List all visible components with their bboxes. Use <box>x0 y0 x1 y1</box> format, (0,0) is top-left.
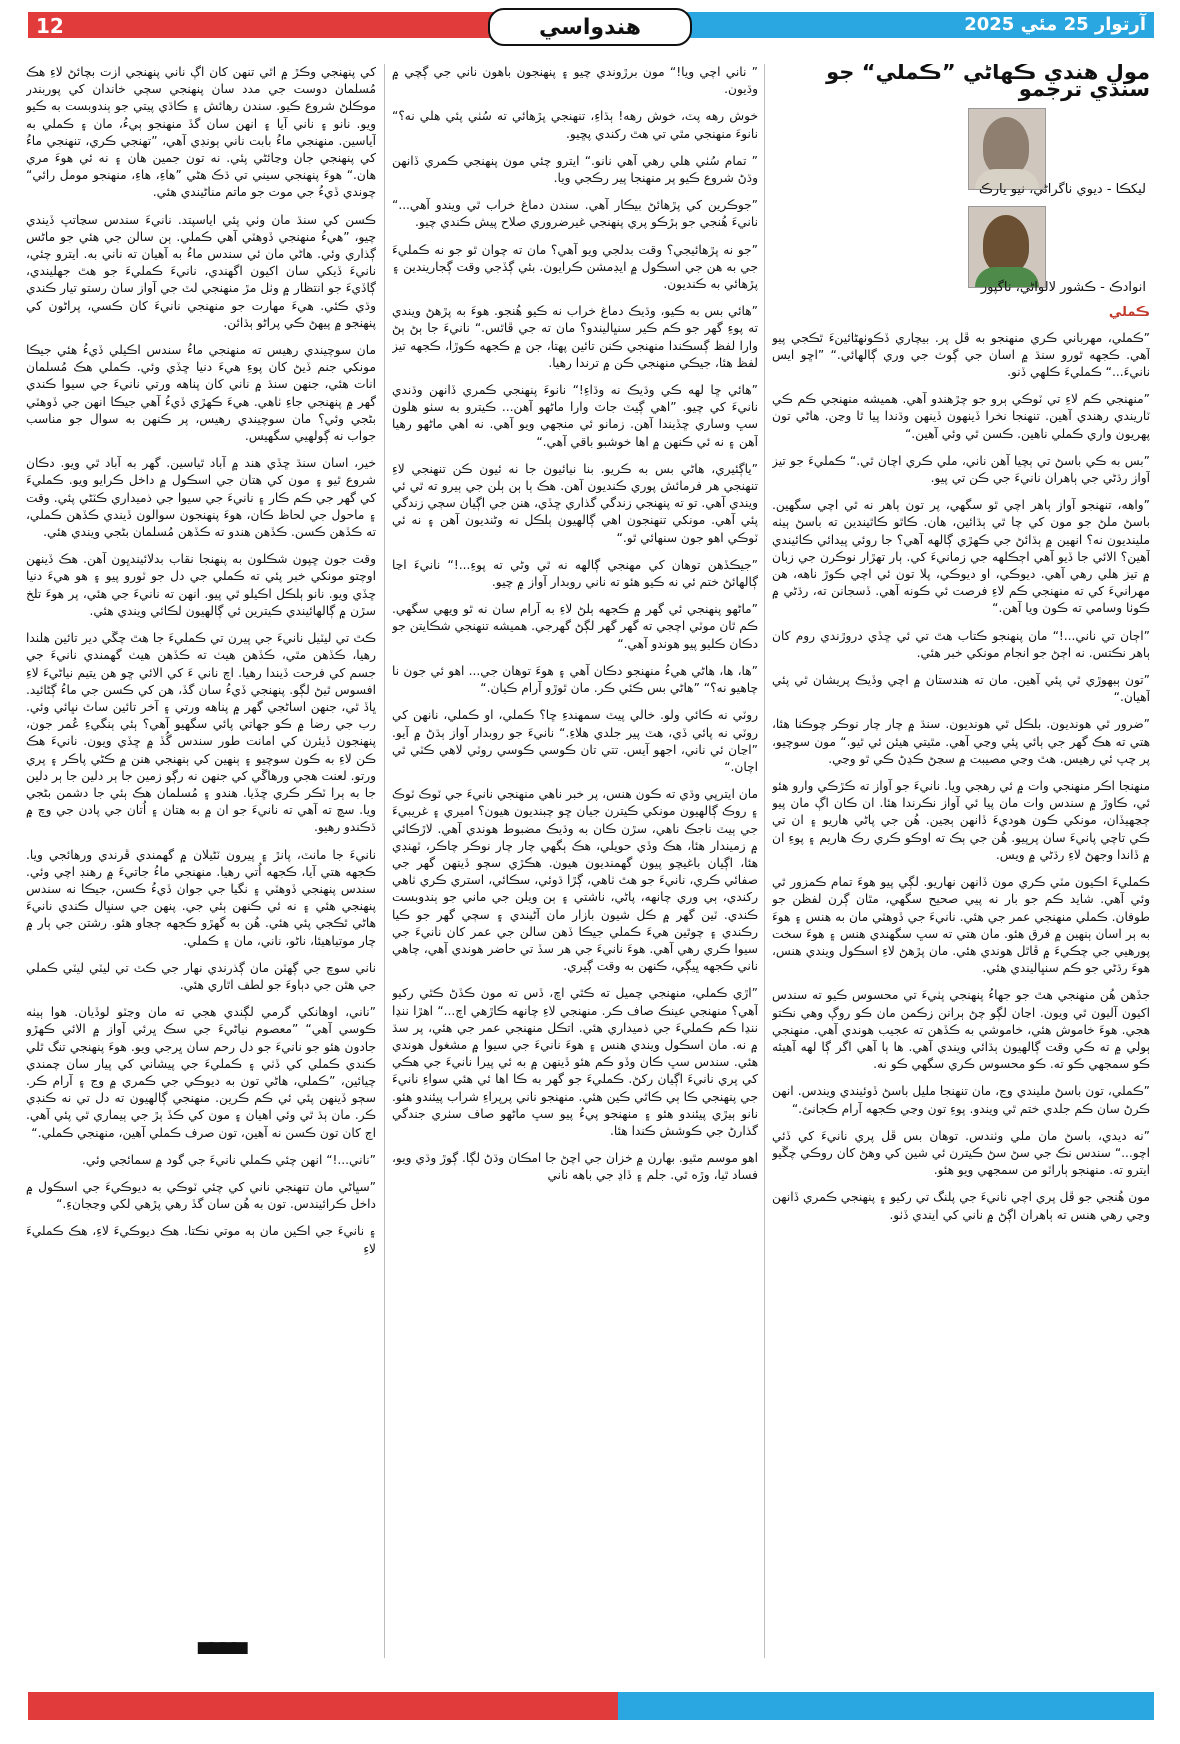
article-paragraph: ”ياڳئيري، هاڻي بس به ڪريو. بنا نيائيون جا نه ئيون ڪن تنهنجي لاءِ تنهنجي هر فرمائش پوري ڪنديون آهن. هڪ ٻا ٻن ٻلن جي ٻيرو ته ٿي ئي ويندي آهي. تو ته پنهنجي زندگي گذاري ڇڏي، هنن جي اڳيان سڄي زندگي پئي آهي. مونکي تنهنجون اهي ڳالهيون ٻلڪل نه وڻنديون آهن ۽ نه ئي ٽوڪي اهو جون سنهائي ٿو.“ <box>392 461 758 545</box>
article-paragraph: ”ناني، اوهانکي گرمي لڳندي هجي ته مان وڃٽو لوڏيان. هوا ٻيٺه ڪوسي آهي“ ”معصوم نياڻيءَ جي سڪ ڀرئي آواز ۾ الائي ڪهڙو جادون هئو جو نانيءَ جو دل رحم سان ڀرجي ويو. هوءَ پنهنجي تنگ ٿلي ڪندي ڪملي کي ڏٺي ۽ ڪمليءَ جي پيشاني کي پيار سان چمندي چيائين، ”ڪملي، هاڻي تون به ديوڪي جي ڪمري ۾ وڃ ۽ آرام ڪر. سڄو ڏينهن پئي ئي ڪم ڪرين. منهنجي ڳالهيون ته دل تي نه ڪنڊي ڪر. مان ٻڌ ٿي وئي اهيان ۽ مون کي ڪڏ ٻڙ جي ٻيماري ٿي پئي آهي. اڄ کان تون ڪسن نه آهين، تون صرف ڪملي آهين، منهنجي ڪملي.“ <box>26 1005 376 1140</box>
article-paragraph: نانيءَ جا مانٽ، پانڙ ۽ پيرون ٽڻيلان ۾ گهمندي ڦرندي ورهائجي ويا. ڪجهه هتي آيا، ڪجهه اُتي رهيا. منهنجي ماءُ جاتيءَ ۾ رهنڊ اچي وئي. سندس پنهنجي ڏوهٽي ۽ نگيا جي جوان ڏيءُ ڪسن، جيڪا نه سندس پنهنجي هئي ۽ نه ئي ڪنهن ٻئي جي. پنهن جي سنڀال ڪندي نانيءَ هاڻي ٿڪجي پئي هئي. هُن به گهڙو ڪجهه ڄڃاو هئو. رشتن جي ٻار ۾ چار موتياهيئا، ناڻو، ناني، مان ۽ ڪملي. <box>26 847 376 948</box>
footer-band-left <box>28 1692 618 1720</box>
article-paragraph: ”جيڪڏهن توهان کي مهنجي ڳالهه نه ٿي وڻي ته پوءِ...!“ نانيءَ اڃا ڳالهائڻ ختم ئي نه ڪيو هئو ته ناني روبدار آواز ۾ چيو. <box>392 557 758 590</box>
article-paragraph: اهو موسم مٿيو. بهارن ۾ خزان جي اچڻ جا امڪان وڌڻ لڳا. ڳوڙ وڌي ويو، فساد ٿيا، وڙه ٿي. جلم ۽ ڏاڍ جي باهه ناني <box>392 1151 758 1183</box>
article-title: مول هندي ڪهاڻي ”ڪملي“ جو سنڌي ترجمو <box>826 64 1150 102</box>
article-paragraph: ” ناني اچي ويا!“ مون برڙوندي چيو ۽ پنهنجون باهون ناني جي ڳچي ۾ وڌيون. <box>392 65 758 97</box>
column-divider <box>764 64 765 1658</box>
article-paragraph: منهنجا اڪر منهنجي وات ۾ ئي رهجي ويا. نانيءَ جو آواز ته ڪڙڪي وارو هئو ئي، ڪاوڙ ۾ سندس وات مان پيا ئي آواز نڪرندا هئا. ان ڪان اڳ مان پيو ڄڃهيڏان، مونکي ڪون هوديءَ ڏانهن ٻڃين. هُن جي پاڻي هاريو ۽ ان تي ڪي تاچي پانيءَ سان پرپيو. هُن جي ٻڪ ته اوڪو ڪري رڪ هاريم ۽ پوءِ ان ۾ ڏاندا وجهڻ لاءِ رڌڻي ۾ ويس. <box>772 779 1150 862</box>
article-paragraph: ” تمام سُٺي هلي رهي آهي نانو.“ ايترو چئي مون پنهنجي ڪمري ڏانهن وڌڻ شروع ڪيو پر منهنجا پير رڪجي ويا. <box>392 153 758 186</box>
end-of-article-mark: ▄▄▄▄ <box>198 1630 244 1654</box>
article-paragraph: ”جو نه پڙهائيجي؟ وقت بدلجي ويو آهي؟ مان ته چوان ٿو جو نه ڪمليءَ جي به هن جي اسڪول ۾ ايڊمشن ڪرايون. بئي ڳڏجي وقت ڳجاريندين ۽ پڙهائي به ڪنديون. <box>392 242 758 292</box>
article-paragraph: ”ماڻهو پنهنجي ئي گهر ۾ ڪجهه ٻلڻ لاءِ به آرام سان نه ٿو ويهي سگهي. ڪم ٿان موٽي اچجي ته گهر گهر لڳڻ گهرجي. هميشه تنهنجي شڪايتن جو دڪان ڪليو پيو هوندو آهي.“ <box>392 602 758 651</box>
article-paragraph: ”ضرور ٿي هونديون. بلڪل ٿي هونديون. سنڌ ۾ چار چار نوڪر چوڪنا هئا، هتي ته هڪ گهر جي ٻائي پئي وڃي آهي. مٿيتي هيئن ئي ٿيو.“ مون سوچيو، پر چپ ئي رهيس. هٿ وڃي مصيبت ۾ سڃڻ ڪڍڻ ڪي ٿو وڃي. <box>772 717 1150 766</box>
article-paragraph: ”سڀاڻي مان تنهنجي ناني کي چئي ٽوڪي به ديوڪيءَ جي اسڪول ۾ داخل ڪرائيندس. تون به هُن سان گڏ رهي پڙهي لکي وڃجانءِ.“ <box>26 1179 376 1212</box>
column-1-body <box>772 330 1150 1224</box>
article-paragraph: ”هائي بس به ڪيو، وڌيڪ دماغ خراب نه ڪيو هُنجو. هوءَ به پڙهڻ ويندي ته پوءِ گهر جو ڪم ڪير سنڀاليندو؟ مان ته جي ڦاٿس.“ نانيءَ جا ٻڻ ٻڻ وارا لفظ ڳسڪندا منهنجي ڪنن تائين پهتا، جن ۾ ڪجهه ڪوڙا، ڪجهه تيز لفظ هئا، جيڪي منهنجي ڪن ۾ ترندا رهيا. <box>392 304 758 370</box>
story-section-label: ڪملي <box>1108 305 1150 321</box>
article-paragraph: ”ڪملي، تون باسڻ مليندي وڃ، مان تنهنجا مليل باسڻ ڏوئيندي ويندس. انهن ڪرڻ سان ڪم جلدي ختم ٿي ويندو. پوءِ تون وڃي ڪجهه آرام ڪجانئ.“ <box>772 1084 1150 1116</box>
article-paragraph: خير، اسان سنڌ ڇڏي هند ۾ آباد ٿياسين. گهر به آباد ٿي ويو. دڪان شروع ٿيو ۽ مون کي هتان جي اسڪول ۾ داخل ڪرايو ويو. ڪمليءَ کي گهر جي ڪم ڪار ۽ نانيءَ جي سيوا جي ذميداري ڪٽڻي پئي. وقت ۽ ماحول جي لحاظ ڪان، هوءَ پنهنجون سوالون ڏيندي ڪڏهن ڪملي، ته ڪڏهن ڪسن. ڪڏهن هندو ته ڪڏهن مُسلمان بڻجي ويندي هئي. <box>26 456 376 540</box>
author-photo <box>968 108 1046 190</box>
article-paragraph: ”منهنجي ڪم لاءِ تي ٽوڪي ٻرو جو چڙهندو آهي. هميشه منهنجي ڪم ڪي ٽاريندي رهندي آهين. تنهنجا نخرا ڏينهون ڏينهن وڌندا پيا ٿا وڃن. هاڻي تون پهريون واري ڪملي ناهين. ڪسن ٿي وئي آهين.“ <box>772 392 1150 441</box>
article-paragraph: ”واهه، تنهنجو آواز ٻاهر اچي ٿو سگهي، پر تون ٻاهر نه ٿي اچي سگهين. باسڻ ملڻ جو مون کي چا ٿي ٻڌائين، هان. ڪاٿو ڪاٿيندين ته باسڻ ٻيٺه ملينديون نه؟ انهين ۾ ٻڌائڻ جي ڪهڙي ڳالهه آهي؟ جا روئي پيدائي ڪائيندي آهين؟ الائي جا ڏيو آهي اڄڪلهه جي زمانيءَ کي. ٻار تهڙار نوڪرن جي زبان ۾ تيز هلي رهي آهي. ديوڪي، او ديوڪي، پلا تون ئي اچي ڪوڙ ناهه، هن مهرانيءَ کي ته منهنجي ڪم لاءِ فرصت ئي ڪونه آهي. ڏسجانن ته، رڌڻي ۾ ڪوٺا وسامي ته ڪون ويا آهن.“ <box>772 498 1150 616</box>
article-column-3 <box>26 64 376 1666</box>
translator-byline <box>772 206 1150 298</box>
article-paragraph: ”تون ٻبهوڙي ٿي پئي آهين. مان ته هندستان ۾ اچي وڏيڪ پريشان ٿي پئي آهيان.“ <box>772 673 1150 705</box>
column-3-body <box>26 64 376 1258</box>
author-name: ليکڪا - ديوي ناگراڻي، نيو يارڪ <box>979 182 1146 198</box>
article-paragraph: ڪٿ تي ليٽيل نانيءَ جي پيرن تي ڪمليءَ جا هٿ چڱي دير تائين هلندا رهيا، ڪڏهن مٿي، ڪڏهن هيٺ ته ڪڏهن هيٺ گهمندي نانيءَ جي جسم کي فرحت ڏيندا رهيا. اچ ناني ءَ کي الائي ڇو هن يتيم نياڻيءَ لاءِ افسوس ٿيڻ لڳو. پنهنجي ڏيءُ سان گڏ، هن کي ڪسن جي ماءُ ڳڻائيد. ڀاڏ ٿي، جنهن اساڻجي گهر ۾ پناهه ورتي ۽ آخر تائين ساٿ نڀائي وئي. رب جي رضا ۾ ڪو جهاتي پائي سگهيو آهي؟ ٻئي ٻنگيءِ عُمر جون، پنهنجون ڏيئرن کي امانت طور سندس گُڏ ۾ ڇڏي ويون. نانيءَ هڪ ڪن لاءِ به ڪون سوچيو ۽ ٻنهين کي ٻنهنجي هنن ۾ ڪڻي پاڪر ۽ پري ورتو. لعنت هجي ورهاڱي کي جنهن نه رڳو زمين جا ٻر دلين جا ٻر دلين جا به ٻرا ٽڪر ڪري ڇڏيا. هندو ۽ مُسلمان هڪ ٻئي جا دشمن بڻجي ويا. سچ ته آهي ته نانيءَ جو ان ۾ به هتان ۽ اُتان جي پادن جي وچ ۾ ڌڪندو رهيو. <box>26 631 376 835</box>
article-paragraph: ناني سوچ جي ڳهٽن مان ڳذرندي نهار جي ڪٽ تي ليٽي ليٽي ڪملي جي هٿن جي دٻاوءَ جو لطف اٿاري هئي. <box>26 960 376 992</box>
article-paragraph: ڪمليءَ اڪيون مٽي ڪري مون ڏانهن نهاريو. لڳي پيو هوءَ تمام ڪمزور ٿي وئي آهي. شايد ڪم جو بار نه پيي صحيح سگهي، مٿان ڳرن لفظن جو طوفان. ڪملي منهنجي عمر جي هئي. نانيءَ جي ڏوهٽي مان به هنس ۽ هوءَ به ٻر اسان ٻنهين ۾ فرق هئو. مان هتي ته سڀ سگهندي هنس ۽ هوءَ سخت پورهيي جي چڪيءَ ۾ ڦاٿل هوندي هئي. مان پڙهڻ لاءِ اسڪول ويندي هنس، هوءَ رڌڻي جو ڪم سنڀاليندي هئي. <box>772 875 1150 976</box>
article-paragraph: ”نه ديدي، باسڻ مان ملي وٺندس. توهان بس ڦل پري نانيءَ کي ڏئي اچو...“ سندس نڪ جي سڻ سڻ ڪيترن ئي شين کي وهڻ کان روڪي چڱيو ايترو ته. منهنجو ٻاراٽو من سمجهي ويو هئو. <box>772 1128 1150 1178</box>
article-paragraph: وقت جون ڇپون شڪلون به پنهنجا نقاب بدلائيندڀون آهن. هڪ ڏينهن اوچتو مونکي خبر پئي ته ڪملي جي دل جو ٽورو پيو ۽ هو هيءَ دنيا ڇڏي ويو. نانو ٻلڪل اڪيلو ٿي پيو. انهن ته نانيءَ جي هئي، پر هوءَ تلخ سڙن ۾ ڳالهائيندي ڪيترين ئي ڳالهيون لڪائي ويندي هئي. <box>26 552 376 618</box>
article-paragraph: ”ناني...!“ انهن چئي ڪملي نانيءَ جي گود ۾ سمائجي وئي. <box>82 1152 376 1167</box>
article-paragraph: ”ها، ها، هاڻي هيءُ منهنجو دڪان آهي ۽ هوءَ توهان جي... اهو ئي جون نا چاهيو نه؟“ ”هاڻي بس ڪئي ڪر. مان ٿوڙو آرام ڪيان.“ <box>392 663 758 696</box>
article-paragraph: ”اڄان تي ناني...!“ مان پنهنجو ڪتاب هٿ تي ئي ڇڏي دروڙندي روم کان ٻاهر نڪتس. نه اڄڻ جو انجام مونکي خبر هئي. <box>772 628 1150 660</box>
column-2-body <box>392 64 758 1185</box>
article-paragraph: ۽ نانيءَ جي اڪين مان ٻه موتي نڪتا. هڪ ديوڪيءَ لاءِ، هڪ ڪمليءَ لاءِ <box>26 1224 376 1256</box>
article-paragraph: ”بس به ڪي باسڻ تي ٻچيا آهن ناني، ملي ڪري اچان ٿي.“ ڪمليءَ جو تيز آواز رڌڻي جي ٻاهران نانيءَ جي ڪن تي پيو. <box>772 453 1150 486</box>
article-paragraph: ”جوڪرين کي پڙهائڻ بيڪار آهي. سندن دماغ خراب ٿي ويندو آهي...“ نانيءَ هُنجي جو ٻڙڪو پري پنهنجي غيرضروري صلاح پيش ڪندي چيو. <box>392 198 758 230</box>
article-paragraph: ”ڪملي، مهرباني ڪري منهنجو به ڦل پر. بيچاري ڏڪوٺهڻائينءَ ٿڪجي پيو آهي. ڪجهه ٿورو سنڌ ۾ اسان جي ڳوٺ جي وري ڳالهائي.“ ”اڇو ايس نانيءَ...“ ڪمليءَ ڪلهي ڏنو. <box>772 330 1150 380</box>
article-paragraph: کي پنهنجي وڪڙ ۾ اٿي تنهن کان اڳ ناني پنهنجي ازت بچائڻ لاءِ هڪ مُسلمان دوست جي مدد سان پنهنجي سڄي خاندان کي پوربندر موڪلڻ شروع ڪيو. سندن رهائش ۽ ڪاڌي پيتي جو ٻندوبست به ڪيو ويو. نانو ۽ ناني آيا ۽ انهن سان گڏ منهنجو ٻيءُ، مان ۽ ڪملي به آياسين. منهنجي ماءُ بابت ناني ٻونڊي آهي، ”تهنجي ڪري، تنهنجي ماءُ کي پنهنجي جان وڃائڻي پئي. نه تون جمين هان ۽ نه ئي هوءَ مري هان.“ هوءَ پنهنجي سيني تي ڌڪ هڻي ”هاءِ، هاءِ، منهنجو مومل رائي“ چوندي ڏيءُ جي موت جو ماتم مناڻيندي هئي. <box>26 65 376 200</box>
article-paragraph: ”اڙي ڪملي، منهنجي چميل ته ڪٿي اڇ، ڏس ته مون ڪڏڻ ڪٿي رکيو آهي؟ منهنجي عينڪ صاف ڪر. منهنجي لاءِ چانهه ڪاڙهي اچ...“ اهڙا ننڍا ننڍا ڪم ڪمليءَ جي ذميداري هئي. اتڪل منهنجي عمر جي هئي، پر سڌ ۾ نه. مان اسڪول ويندي هنس ۽ هوءَ نانيءَ جي سيوا ۾ مشغول هوندي هئي. سندس سڀ ڪان وڏو ڪم هئو ڏينهن ۾ به ئي پيرا نانيءَ جي هڪي کي پري نانيءَ اڳيان رکڻ. ڪمليءَ جو گهر به ڪا اها ئي هئي سواءِ نانيءَ جي پنهنجي ڪا ٻي ڪاٿي ڪين هئي. منهنجو ناني پرپراءِ شراب پيئندو هئو. نانو ٻيڙي پيئندو هئو ۽ منهنجو پيءُ پيو سڀ ماڻهو صاف سٺري جندگي گذارڻ جي ڪوشش ڪندا هئا. <box>392 986 758 1138</box>
masthead-logo <box>488 8 692 46</box>
article-paragraph: مان ايترپي وڌي ته ڪون هنس، پر خبر ناهي منهنجي نانيءَ جي ٽوڪ ٽوڪ ۽ روڪ ڳالهيون مونکي ڪيترن جيان ڇو چبنديون هيون؟ اميري ۽ غريبيءَ جي ٻيٽ ناجڪ ناهي، سڙن ڪان به وڌيڪ مضبوط هوندي آهي. لاڙڪائي ۾ زميندار هئا، هڪ وڏي حويلي، هڪ ٻگهي چار چار نوڪر چاڪر، ٽهنڊي هئا، اڳيان باغيچو پيون گهمنديون هيون. هڪڙي سڄو ڏينهن گهر جي صفائي ڪري، نانيءَ جو هٿ ٺاهي، ڳڙا ڌوئي، سڪائي، استري ڪري ٺاهي رکندي، ٻي وري چانهه، پاڻي، ناشتي ۽ ٻن ويلن جي ماني جو ٻندوبست ڪندي. ٽين گهر ۾ ڪل شيون بازار مان آڻيندي ۽ سڄي گهر جو ڪيا رڪندي ۽ چوٿين هيءَ ڪملي جيڪا ڏهن سالن جي عمر کان نانيءَ جي سيوا ڪري رهي آهي. هوءَ نانيءَ جي هر سڏ تي حاضر هوندي آهي، چاهي ناني ڪجهه ڀيڳي، ڪنهن به وقت ڳيري. <box>392 787 758 974</box>
article-column-1 <box>772 64 1150 1666</box>
article-paragraph: ”هائي ڇا لهه ڪي وڌيڪ نه وڌاءِ!“ نانوءَ پنهنجي ڪمري ڏانهن وڌندي نانيءَ کي چيو. ”اهي ڳيٽ جاٽ وارا ماڻهو آهن... ڪيترو به سٺو هلون سڀ وساري ڇڏيندا آهن. زمانو ئي منجهي ويو آهي. نه اهي ماڻهو رهيا آهن ۽ نه ئي ڪنهن ۾ اها خوشبو باقي آهي.“ <box>392 383 758 449</box>
article-paragraph: ڪسن کي سنڌ مان وٺي پئي اياسپتد. نانيءَ سندس سڃاتپ ڏيندي چيو، ”هيءُ منهنجي ڏوهٽي آهي ڪملي. ٻن سالن جي هئي جو ماڻس ڳذاري وئي. هاڻي مان ئي سندس ماءُ به آهيان ته ناني به. ايترو چئي، نانيءَ ڏيکي سان اکيون اگهندي، نانيءَ ڪمليءَ جو هٿ جهليندي، ڳاڏيءَ جو انتظار ۾ وٺل مڙ منهنجي لٽ جي آواز سان رستو تيار ڪندي وڌي ڪئي. هيءَ مهارت جو منهنجي نانيءَ کان ڪسي، پراڻون کي پنهنجو ۾ پيهڻ ڪي پراڻو ٻڌائن. <box>26 212 376 330</box>
translator-name: انوادڪ - ڪشور لالواڻي، ناگپور <box>980 280 1146 296</box>
author-byline <box>772 108 1150 200</box>
article-column-2 <box>392 64 758 1666</box>
publication-date: آرتوار 25 مئي 2025 <box>964 14 1146 35</box>
column-divider <box>384 64 385 1658</box>
article-paragraph: مون هُنجي جو ڦل پري اچي نانيءَ جي پلنگ تي رکيو ۽ پنهنجي ڪمري ڏانهن وڃي رهي هنس ته ٻاهران اڳڻ ۾ ناني کي ايندي ڏٺو. <box>772 1190 1150 1222</box>
article-paragraph: جڏهن هُن منهنجي هٿ جو جهاءُ پنهنجي پٺيءَ تي محسوس ڪيو ته سندس اکيون آليون ٿي ويون. اڃان لڳو چڻ ٻرانن زڪمن مان ڪو روڳ وهي نڪتو هجي. هوءَ خاموش هئي، خاموشي به ڪڏهن ته عجيب هوندي آهي. منهنجي ٻولي ۾ ته ڪي وقت ڳالهيون ٻڌائي ويندي آهي. ها ٻا آهي اگر ڳا لهه آهيئه ڪو سمجهي ڪو ته. ڪو محسوس ڪري سگهي ڪو نه. <box>772 988 1150 1072</box>
article-paragraph: روٽي نه ڪائي ولو. خالي پيٽ سمهندءِ ڇا؟ ڪملي، او ڪملي، نانهن کي روٽي نه پائي ڏي، هٽ پير جلدي هلاءِ.“ نانيءَ جو روبدار آواز ٻڌڻ ۾ آيو. ”اڃان ئي ناني، اجهو آيس. تتي تان ڪوسي ڪوسي روٽي لاهي ڪٽي ٿي اچان.“ <box>392 708 758 774</box>
masthead-text: هندواسي <box>538 14 642 40</box>
translator-photo <box>968 206 1046 288</box>
footer-band-right <box>618 1692 1154 1720</box>
article-paragraph: مان سوچيندي رهيس ته منهنجي ماءُ سندس اڪيلي ڏيءُ هئي جيڪا مونکي جنم ڏيڻ کان پوءِ هيءَ دنيا ڇڏي وئي. ڪملي هڪ مُسلمان انات هئي، جنهن سنڌ ۾ ناني کان پناهه ورتي نانيءَ جي سيوا ڪندي گهر ۾ پنهنجي جاءِ ٺاهي. هيءَ ڪهڙي ڏيءُ آهي جيڪا انهن جي ڏوهٽي بڻجي وئي؟ مان سوچيندي رهيس، پر ڪنهن به سوال جو مناسب جواب نه ڳولهيي سگهيس. <box>26 343 376 444</box>
article-paragraph: خوش رهه پٽ، خوش رهه! ٻڌاءِ، تنهنجي پڙهائي ته سُٺي پئي هلي نه؟“ نانوءَ منهنجي مٿي تي هٿ رکندي پڇيو. <box>392 109 758 141</box>
page-number: 12 <box>36 14 64 38</box>
